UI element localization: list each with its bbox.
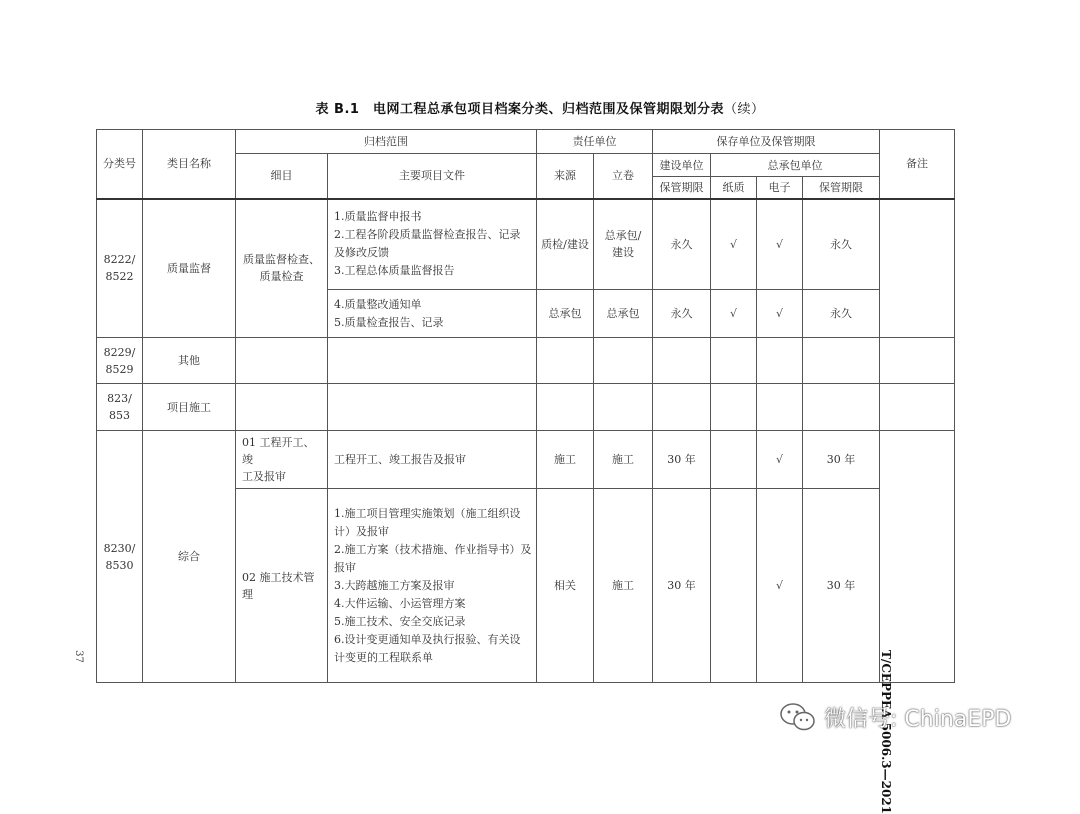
- source-cell: 质检/建设: [537, 199, 594, 290]
- electronic-check: √: [757, 431, 803, 489]
- class-name: 综合: [143, 431, 236, 683]
- class-code: 8222/ 8522: [97, 199, 143, 338]
- class-code: 8229/ 8529: [97, 338, 143, 384]
- paper-check: [711, 489, 757, 683]
- class-name: 质量监督: [143, 199, 236, 338]
- header-row-1: [97, 130, 955, 154]
- archive-classification-table: [96, 129, 955, 683]
- paper-check: √: [711, 199, 757, 290]
- source-cell: 总承包: [537, 290, 594, 338]
- item-cell: 02 施工技术管理: [236, 489, 328, 683]
- table-row: [97, 199, 955, 290]
- class-code: 8230/ 8530: [97, 431, 143, 683]
- header-class-no: 分类号: [97, 130, 143, 199]
- header-remarks: 备注: [880, 130, 955, 199]
- paper-check: [711, 431, 757, 489]
- header-builder: 建设单位: [653, 154, 711, 177]
- class-code: 823/ 853: [97, 384, 143, 431]
- electronic-check: √: [757, 199, 803, 290]
- docs-cell: 1.施工项目管理实施策划（施工组织设 计）及报审 2.施工方案（技术措施、作业指导书）及 报审 3.大跨越施工方案及报审 4.大件运输、小运管理方案 5.施工技术、安全交底记录 6.设计变更通知单及执行报验、有关设 计变更的工程联系单: [328, 489, 537, 683]
- builder-period-cell: 永久: [653, 199, 711, 290]
- page-number: 37: [72, 650, 84, 663]
- filing-cell: 总承包: [594, 290, 653, 338]
- filing-cell: 总承包/ 建设: [594, 199, 653, 290]
- header-class-name: 类目名称: [143, 130, 236, 199]
- contractor-period-cell: 永久: [803, 290, 880, 338]
- docs-cell: 4.质量整改通知单 5.质量检查报告、记录: [328, 290, 537, 338]
- electronic-check: √: [757, 489, 803, 683]
- table-row: [97, 384, 955, 431]
- electronic-check: √: [757, 290, 803, 338]
- class-name: 项目施工: [143, 384, 236, 431]
- filing-cell: 施工: [594, 489, 653, 683]
- wechat-watermark: [778, 700, 1011, 734]
- builder-period-cell: 30 年: [653, 489, 711, 683]
- builder-period-cell: 永久: [653, 290, 711, 338]
- item-cell: 质量监督检查、 质量检查: [236, 199, 328, 338]
- watermark-text: 微信号: ChinaEPD: [824, 706, 1012, 732]
- remarks-cell: [880, 199, 955, 338]
- builder-period-cell: 30 年: [653, 431, 711, 489]
- wechat-icon: [778, 701, 818, 733]
- header-electronic: 电子: [757, 177, 803, 199]
- docs-cell: 工程开工、竣工报告及报审: [328, 431, 537, 489]
- header-archive-scope: 归档范围: [236, 130, 537, 154]
- item-cell: 01 工程开工、竣 工及报审: [236, 431, 328, 489]
- table-row: [97, 431, 955, 489]
- table-row: [97, 338, 955, 384]
- table-title: 表 B.1 电网工程总承包项目档案分类、归档范围及保管期限划分表（续）: [315, 102, 765, 117]
- contractor-period-cell: 永久: [803, 199, 880, 290]
- contractor-period-cell: 30 年: [803, 489, 880, 683]
- header-main-docs: 主要项目文件: [328, 154, 537, 199]
- header-retention: 保存单位及保管期限: [653, 130, 880, 154]
- header-builder-period: 保管期限: [653, 177, 711, 199]
- header-filing: 立卷: [594, 154, 653, 199]
- docs-cell: 1.质量监督申报书 2.工程各阶段质量监督检查报告、记录 及修改反馈 3.工程总体质量监督报告: [328, 199, 537, 290]
- header-paper: 纸质: [711, 177, 757, 199]
- header-responsibility: 责任单位: [537, 130, 653, 154]
- header-contractor-period: 保管期限: [803, 177, 880, 199]
- source-cell: 相关: [537, 489, 594, 683]
- header-contractor: 总承包单位: [711, 154, 880, 177]
- paper-check: √: [711, 290, 757, 338]
- header-item: 细目: [236, 154, 328, 199]
- header-source: 来源: [537, 154, 594, 199]
- class-name: 其他: [143, 338, 236, 384]
- contractor-period-cell: 30 年: [803, 431, 880, 489]
- standard-code: T/CEPPEA 5006.3—2021: [879, 650, 893, 814]
- filing-cell: 施工: [594, 431, 653, 489]
- source-cell: 施工: [537, 431, 594, 489]
- remarks-cell: [880, 431, 955, 683]
